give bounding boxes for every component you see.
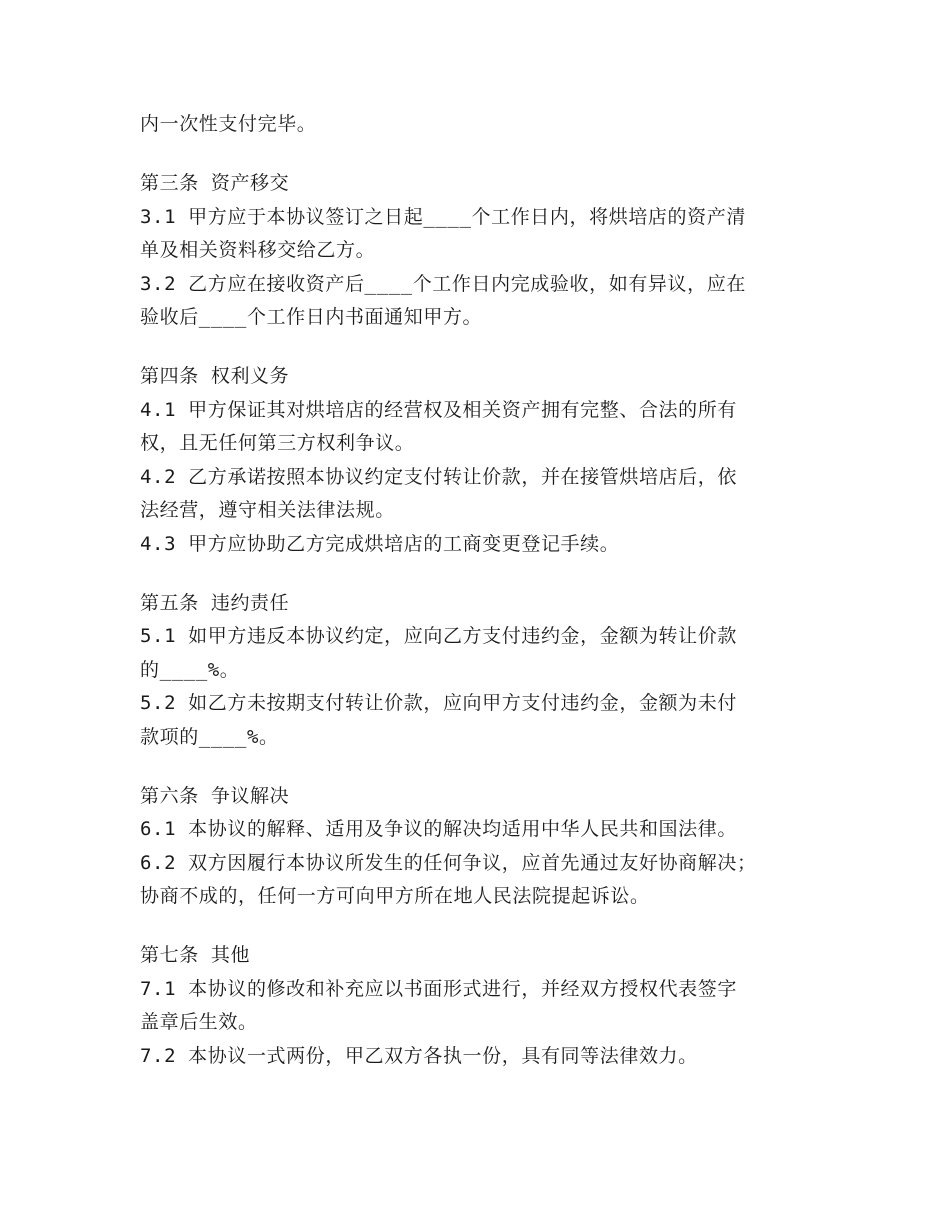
section-gap [140, 754, 830, 780]
paragraph-line: 4.2 乙方承诺按照本协议约定支付转让价款，并在接管烘培店后，依 [140, 465, 737, 488]
paragraph-line: 6.2 双方因履行本协议所发生的任何争议，应首先通过友好协商解决； [140, 851, 757, 874]
section-gap [140, 561, 830, 587]
paragraph-line: 款项的____%。 [140, 725, 279, 748]
section-heading: 第三条 资产移交 [140, 172, 290, 194]
paragraph-line: 5.2 如乙方未按期支付转让价款，应向甲方支付违约金，金额为未付 [140, 692, 737, 714]
paragraph-line: 内一次性支付完毕。 [140, 113, 317, 135]
section-gap [140, 914, 830, 940]
paragraph-line: 权，且无任何第三方权利争议。 [140, 432, 415, 454]
section-heading: 第四条 权利义务 [140, 365, 290, 387]
section-continuation [140, 108, 830, 142]
paragraph-line: 协商不成的，任何一方可向甲方所在地人民法院提起诉讼。 [140, 885, 650, 907]
section-heading: 第七条 其他 [140, 944, 251, 966]
document-page [140, 108, 830, 1073]
paragraph-line: 的____%。 [140, 658, 240, 681]
section-article-5 [140, 587, 830, 755]
section-article-7 [140, 939, 830, 1073]
paragraph-line: 4.1 甲方保证其对烘培店的经营权及相关资产拥有完整、合法的所有 [140, 398, 737, 421]
section-heading: 第五条 违约责任 [140, 591, 290, 614]
paragraph-line: 6.1 本协议的解释、适用及争议的解决均适用中华人民共和国法律。 [140, 818, 737, 840]
section-gap [140, 142, 830, 168]
section-article-3 [140, 167, 830, 335]
section-article-4 [140, 360, 830, 561]
paragraph-line: 3.1 甲方应于本协议签订之日起____个工作日内，将烘培店的资产清 [140, 205, 746, 228]
section-gap [140, 335, 830, 361]
paragraph-line: 验收后____个工作日内书面通知甲方。 [140, 306, 483, 328]
section-heading: 第六条 争议解决 [140, 784, 290, 807]
paragraph-line: 盖章后生效。 [140, 1011, 258, 1033]
paragraph-line: 法经营，遵守相关法律法规。 [140, 499, 395, 521]
paragraph-line: 3.2 乙方应在接收资产后____个工作日内完成验收，如有异议，应在 [140, 272, 746, 295]
section-article-6 [140, 780, 830, 914]
paragraph-line: 5.1 如甲方违反本协议约定，应向乙方支付违约金，金额为转让价款 [140, 625, 737, 647]
paragraph-line: 4.3 甲方应协助乙方完成烘培店的工商变更登记手续。 [140, 532, 620, 555]
paragraph-line: 7.2 本协议一式两份，甲乙双方各执一份，具有同等法律效力。 [140, 1044, 698, 1067]
paragraph-line: 单及相关资料移交给乙方。 [140, 239, 376, 261]
paragraph-line: 7.1 本协议的修改和补充应以书面形式进行，并经双方授权代表签字 [140, 977, 737, 1000]
